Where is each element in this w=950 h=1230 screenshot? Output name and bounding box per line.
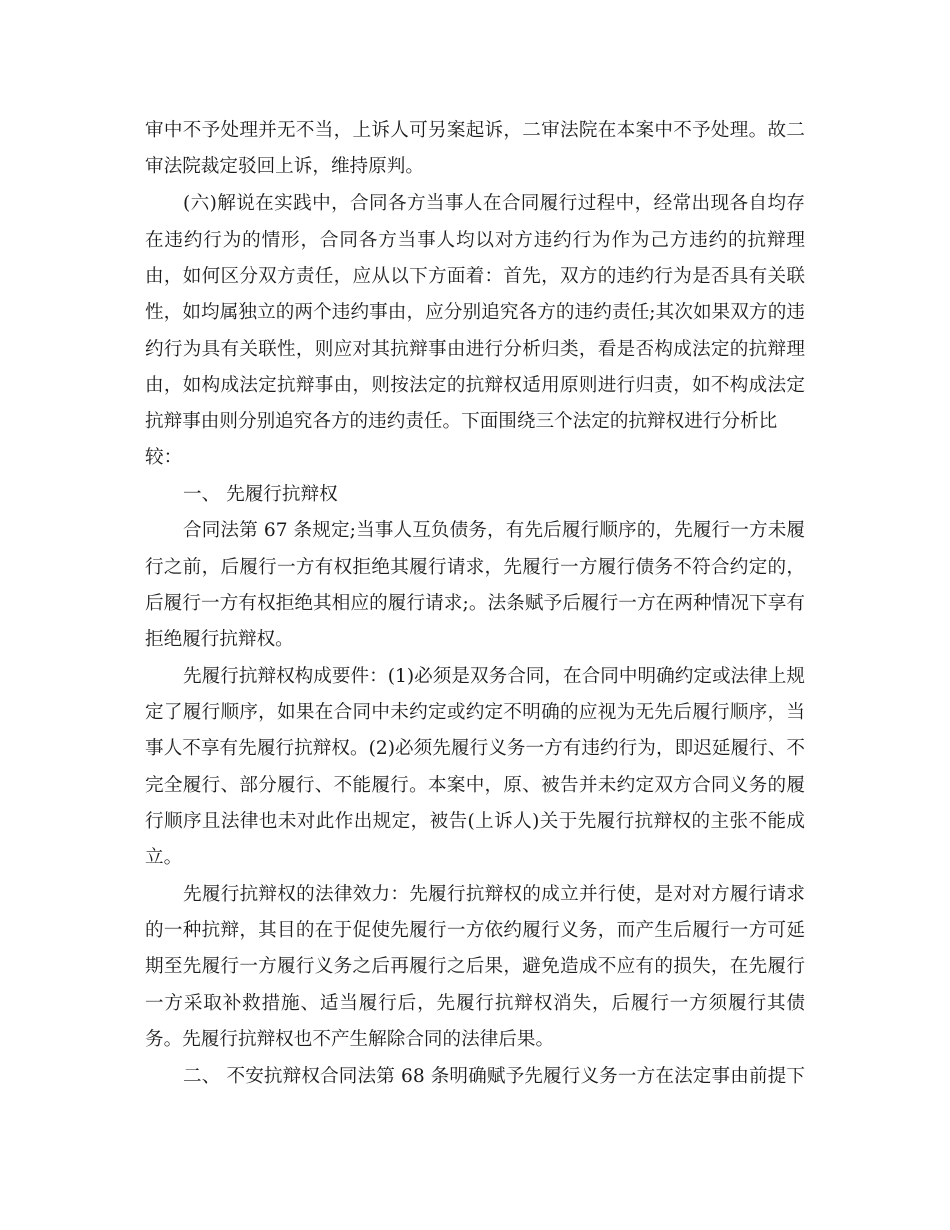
section-heading: 二、 不安抗辩权合同法第 68 条明确赋予先履行义务一方在法定事由前提下 (183, 1066, 805, 1087)
body-text-line: 行顺序且法律也未对此作出规定，被告(上诉人)关于先履行抗辩权的主张不能成 (145, 811, 805, 832)
paragraph-start-line: 先履行抗辩权的法律效力：先履行抗辩权的成立并行使，是对对方履行请求 (183, 884, 805, 905)
body-text-line: 在违约行为的情形，合同各方当事人均以对方违约行为作为己方违约的抗辩理 (145, 230, 805, 251)
paragraph-start-line: 先履行抗辩权构成要件：(1)必须是双务合同，在合同中明确约定或法律上规 (183, 666, 805, 687)
body-text-line: 一方采取补救措施、适当履行后，先履行抗辩权消失，后履行一方须履行其债 (145, 993, 805, 1014)
paragraph-start-line: 合同法第 67 条规定;当事人互负债务，有先后履行顺序的，先履行一方未履 (183, 520, 805, 541)
body-text-line: 事人不享有先履行抗辩权。(2)必须先履行义务一方有违约行为，即迟延履行、不 (145, 738, 805, 759)
body-text-line: 行之前，后履行一方有权拒绝其履行请求，先履行一方履行债务不符合约定的， (145, 557, 805, 578)
section-heading: 一、 先履行抗辩权 (183, 484, 338, 505)
body-text-line: 较： (145, 447, 183, 468)
body-text-line: 审法院裁定驳回上诉，维持原判。 (145, 156, 424, 177)
paragraph-start-line: (六)解说在实践中，合同各方当事人在合同履行过程中，经常出现各自均存 (183, 193, 805, 214)
body-text-line: 完全履行、部分履行、不能履行。本案中，原、被告并未约定双方合同义务的履 (145, 775, 805, 796)
body-text-line: 抗辩事由则分别追究各方的违约责任。下面围绕三个法定的抗辩权进行分析比 (145, 411, 778, 432)
body-text-line: 定了履行顺序，如果在合同中未约定或约定不明确的应视为无先后履行顺序，当 (145, 702, 805, 723)
body-text-line: 务。先履行抗辩权也不产生解除合同的法律后果。 (145, 1029, 555, 1050)
body-text-line: 拒绝履行抗辩权。 (145, 629, 294, 650)
body-text-line: 约行为具有关联性，则应对其抗辩事由进行分析归类，看是否构成法定的抗辩理 (145, 339, 805, 360)
body-text-line: 由，如何区分双方责任，应从以下方面着：首先，双方的违约行为是否具有关联 (145, 266, 805, 287)
body-text-line: 的一种抗辩，其目的在于促使先履行一方依约履行义务，而产生后履行一方可延 (145, 920, 805, 941)
body-text-line: 由，如构成法定抗辩事由，则按法定的抗辩权适用原则进行归责，如不构成法定 (145, 375, 805, 396)
body-text-line: 立。 (145, 847, 183, 868)
body-text-line: 期至先履行一方履行义务之后再履行之后果，避免造成不应有的损失，在先履行 (145, 956, 805, 977)
body-text-line: 审中不予处理并无不当，上诉人可另案起诉，二审法院在本案中不予处理。故二 (145, 120, 805, 141)
body-text-line: 后履行一方有权拒绝其相应的履行请求;。法条赋予后履行一方在两种情况下享有 (145, 593, 805, 614)
body-text-line: 性，如均属独立的两个违约事由，应分别追究各方的违约责任;其次如果双方的违 (145, 302, 805, 323)
